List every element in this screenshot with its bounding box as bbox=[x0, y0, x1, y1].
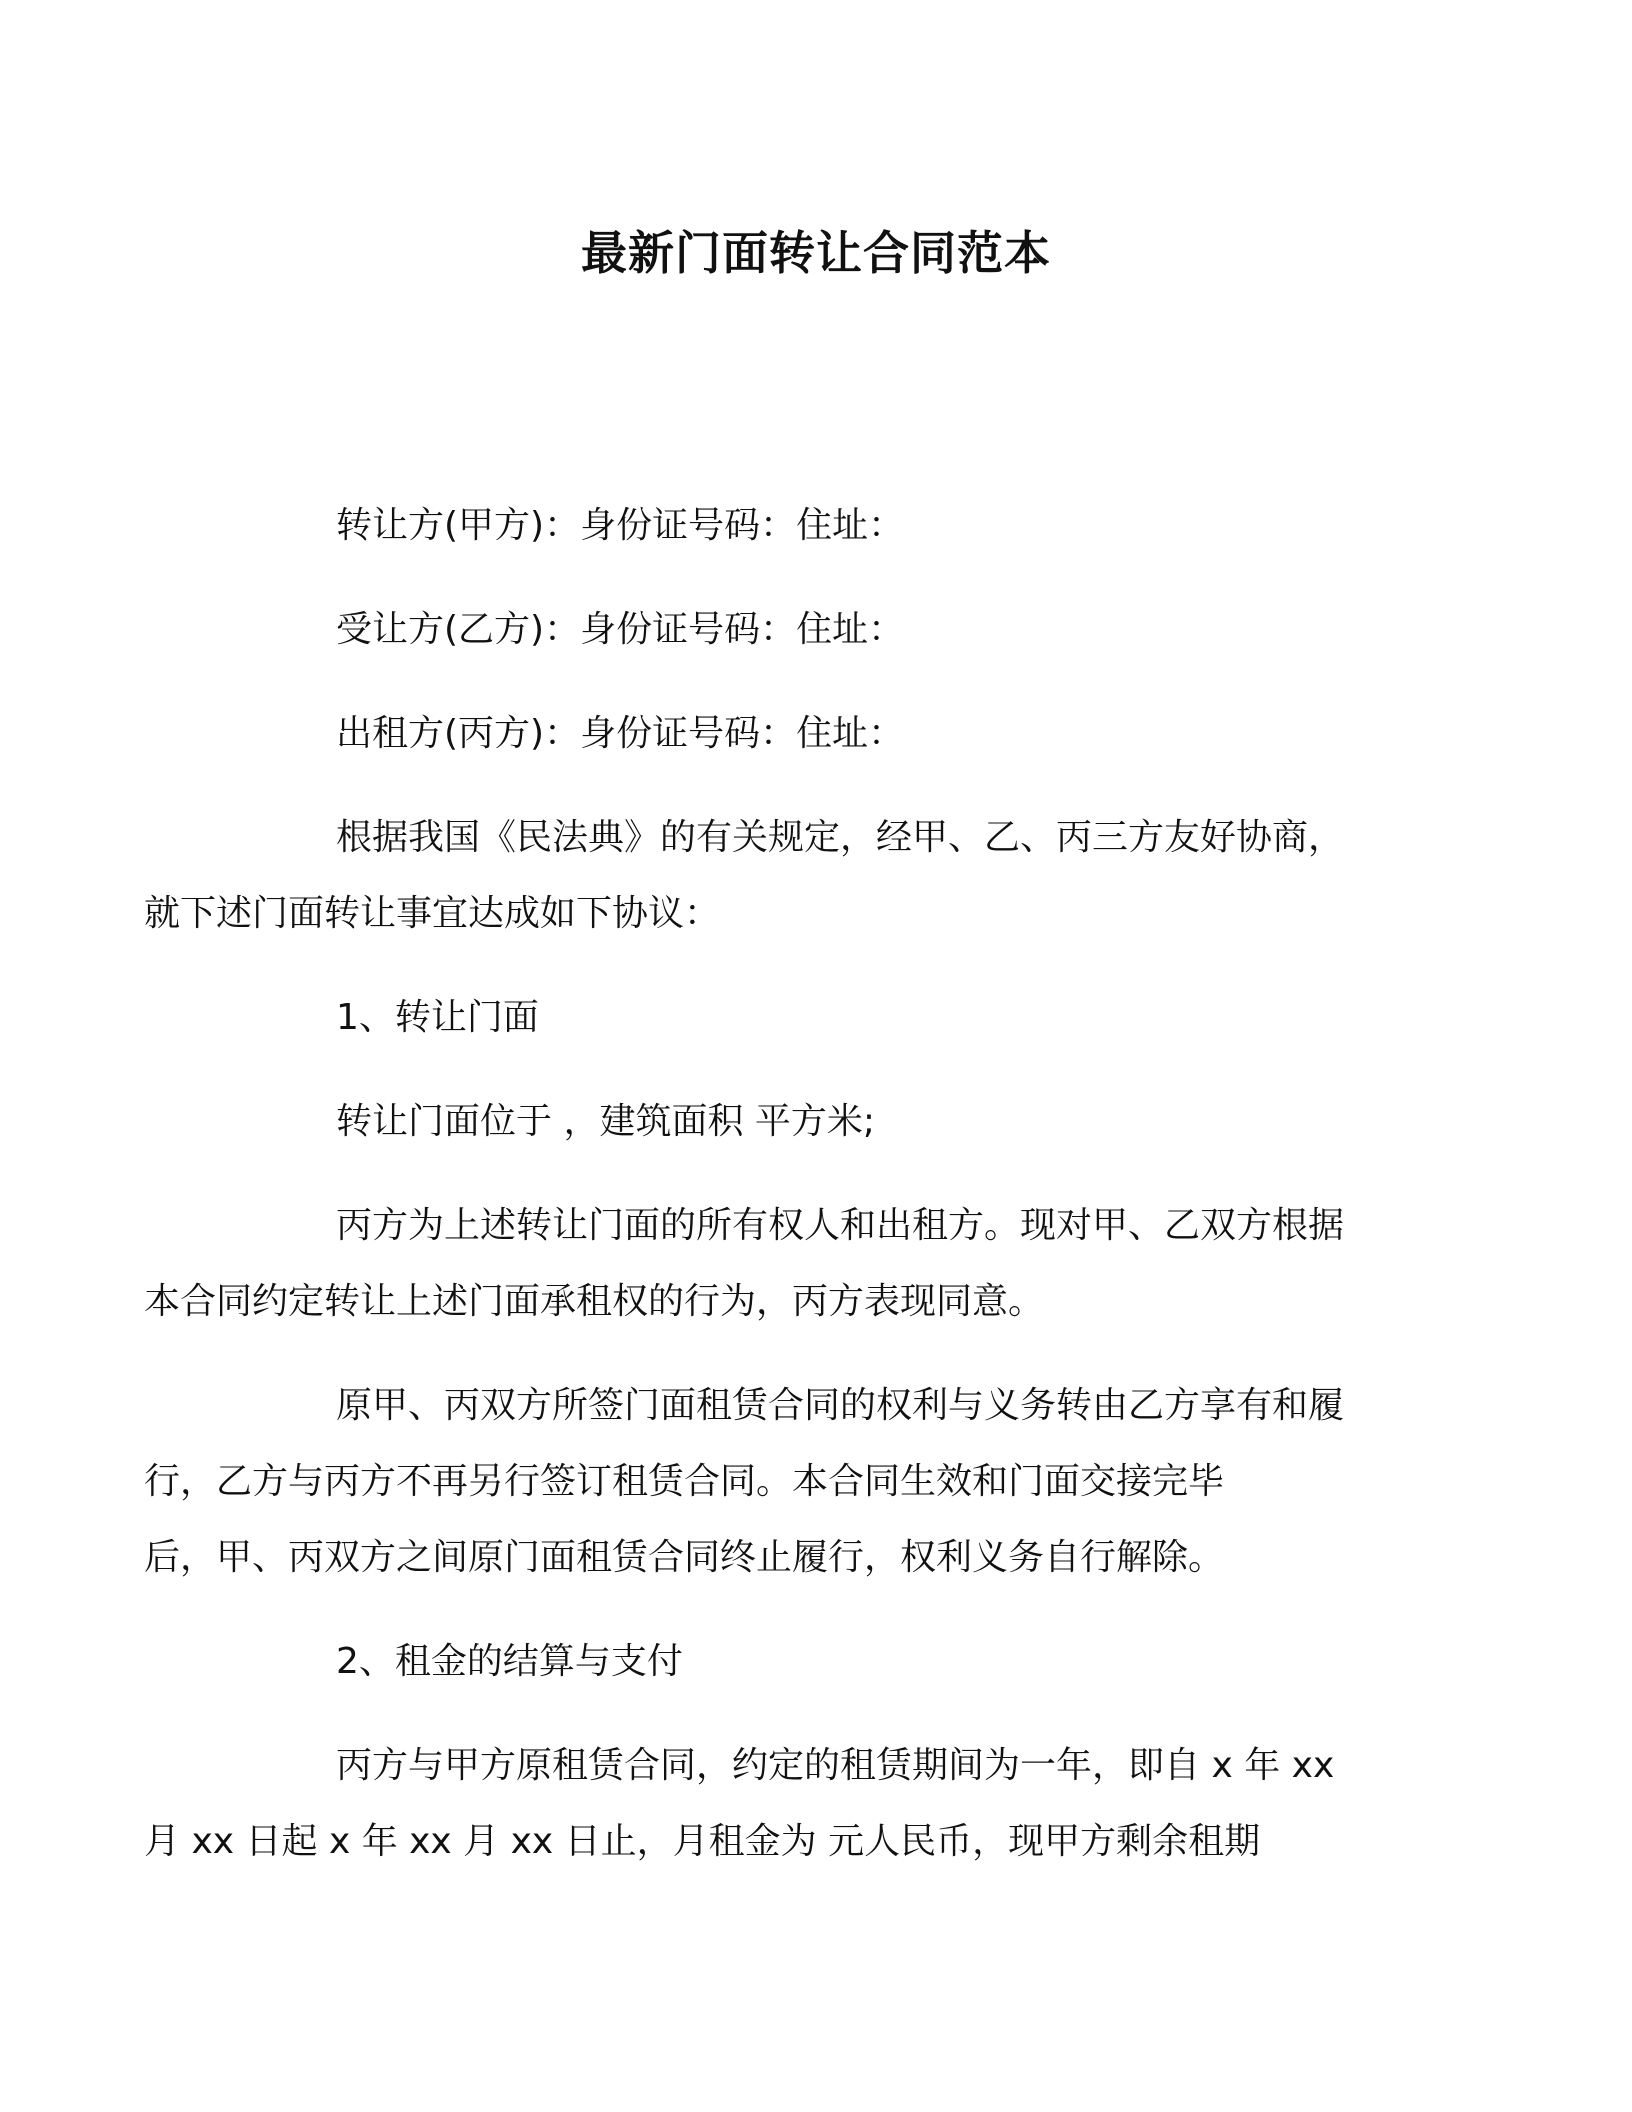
section-1-para-3-line-2: 行，乙方与丙方不再另行签订租赁合同。本合同生效和门面交接完毕 bbox=[144, 1461, 1225, 1502]
section-2-heading: 2、租金的结算与支付 bbox=[336, 1641, 683, 1682]
section-1-para-3 bbox=[144, 1368, 1380, 1596]
intro-line-2: 就下述门面转让事宜达成如下协议： bbox=[144, 893, 721, 934]
section-1-para-3-line-1: 原甲、丙双方所签门面租赁合同的权利与义务转由乙方享有和履 bbox=[336, 1385, 1345, 1426]
intro-line-1: 根据我国《民法典》的有关规定，经甲、乙、丙三方友好协商， bbox=[336, 817, 1345, 858]
section-1-para-2-line-1: 丙方为上述转让门面的所有权人和出租方。现对甲、乙双方根据 bbox=[336, 1205, 1345, 1246]
document-body bbox=[144, 488, 1380, 1880]
section-2-para-1 bbox=[144, 1728, 1380, 1880]
party-bing: 出租方(丙方)：身份证号码：住址： bbox=[336, 713, 905, 754]
section-1-heading: 1、转让门面 bbox=[336, 997, 539, 1038]
section-2-para-1-line-1: 丙方与甲方原租赁合同，约定的租赁期间为一年，即自 x 年 xx bbox=[336, 1745, 1335, 1786]
party-jia: 转让方(甲方)：身份证号码：住址： bbox=[336, 505, 905, 546]
section-1-para-3-line-3: 后，甲、丙双方之间原门面租赁合同终止履行，权利义务自行解除。 bbox=[144, 1537, 1225, 1578]
party-yi: 受让方(乙方)：身份证号码：住址： bbox=[336, 609, 905, 650]
intro-paragraph bbox=[144, 800, 1380, 952]
section-1-para-2-line-2: 本合同约定转让上述门面承租权的行为，丙方表现同意。 bbox=[144, 1281, 1045, 1322]
section-1-para-1: 转让门面位于 ，建筑面积 平方米; bbox=[336, 1101, 876, 1142]
section-2-para-1-line-2: 月 xx 日起 x 年 xx 月 xx 日止，月租金为 元人民币，现甲方剩余租期 bbox=[144, 1821, 1261, 1862]
section-1-para-2 bbox=[144, 1188, 1380, 1340]
document-title: 最新门面转让合同范本 bbox=[581, 226, 1051, 280]
